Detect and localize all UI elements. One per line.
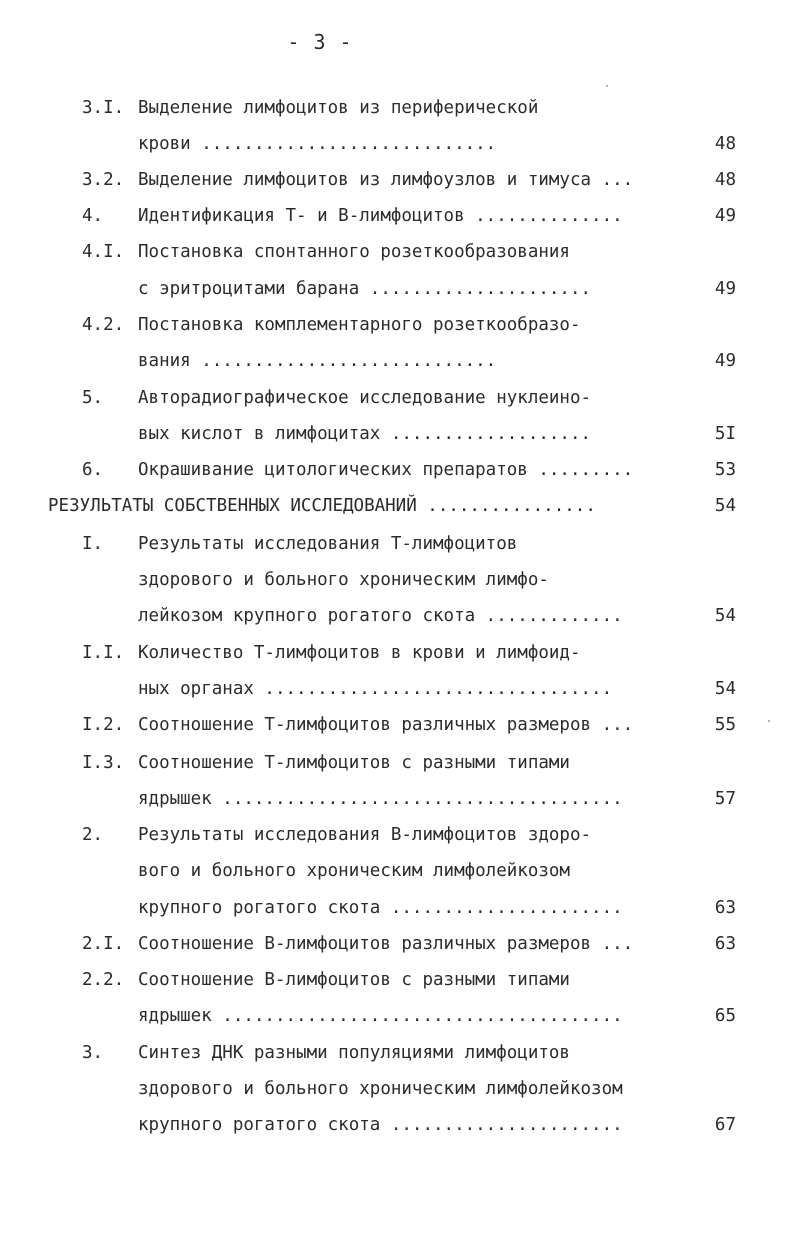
toc-entry-number: 6. bbox=[82, 460, 104, 480]
toc-entry-page: 55 bbox=[714, 715, 736, 735]
toc-entry-page: 53 bbox=[714, 460, 736, 480]
toc-entry-page: 54 bbox=[714, 606, 736, 626]
toc-entry-page: 48 bbox=[714, 170, 736, 190]
toc-entry-line bbox=[0, 383, 799, 413]
toc-entry-title: с эритроцитами барана ..................... bbox=[138, 279, 592, 299]
toc-entry-title: вания ............................ bbox=[138, 351, 497, 371]
toc-entry-number: 2.2. bbox=[82, 970, 125, 990]
toc-entry-title: Соотношение В-лимфоцитов с разными типами bbox=[138, 970, 570, 990]
toc-entry-title: Результаты исследования Т-лимфоцитов bbox=[138, 534, 518, 554]
toc-entry-title: ядрышек ...................................... bbox=[138, 789, 623, 809]
toc-entry-number: I.2. bbox=[82, 715, 125, 735]
toc-entry-title: Соотношение Т-лимфоцитов с разными типами bbox=[138, 753, 570, 773]
toc-entry-line bbox=[0, 601, 799, 631]
toc-entry-title: крупного рогатого скота ...................... bbox=[138, 1115, 623, 1135]
toc-entry-line bbox=[0, 820, 799, 850]
toc-entry-page: 67 bbox=[714, 1115, 736, 1135]
toc-entry-title: Постановка комплементарного розеткообразо- bbox=[138, 315, 581, 335]
toc-entry-title: Идентификация Т- и В-лимфоцитов .............. bbox=[138, 206, 623, 226]
toc-entry-line bbox=[0, 748, 799, 778]
toc-entry-number: 3. bbox=[82, 1043, 104, 1063]
toc-entry-page: 65 bbox=[714, 1006, 736, 1026]
toc-entry-line bbox=[0, 893, 799, 923]
toc-heading-title: РЕЗУЛЬТАТЫ СОБСТВЕННЫХ ИССЛЕДОВАНИЙ ................ bbox=[48, 496, 596, 516]
toc-entry-page: 48 bbox=[714, 134, 736, 154]
toc-entry-line bbox=[0, 529, 799, 559]
toc-entry-page: 49 bbox=[714, 279, 736, 299]
toc-entry-number: 3.2. bbox=[82, 170, 125, 190]
toc-entry-line bbox=[0, 1038, 799, 1068]
toc-section-heading bbox=[0, 491, 799, 521]
toc-entry-line bbox=[0, 638, 799, 668]
toc-entry-title: Соотношение Т-лимфоцитов различных размеров ... bbox=[138, 715, 634, 735]
toc-entry-title: крупного рогатого скота ...................... bbox=[138, 898, 623, 918]
page-number: - 3 - bbox=[287, 30, 353, 54]
toc-entry-title: Соотношение В-лимфоцитов различных размеров ... bbox=[138, 934, 634, 954]
toc-entry-title: Выделение лимфоцитов из периферической bbox=[138, 98, 539, 118]
toc-entry-page: 49 bbox=[714, 351, 736, 371]
toc-entry-line bbox=[0, 129, 799, 159]
toc-entry-title: Окрашивание цитологических препаратов ......... bbox=[138, 460, 634, 480]
toc-entry-number: 4.2. bbox=[82, 315, 125, 335]
toc-entry-line bbox=[0, 237, 799, 267]
toc-entry-number: 4.I. bbox=[82, 242, 125, 262]
toc-entry-line bbox=[0, 965, 799, 995]
toc-entry-page: 49 bbox=[714, 206, 736, 226]
toc-entry-line bbox=[0, 201, 799, 231]
toc-entry-number: I.3. bbox=[82, 753, 125, 773]
toc-entry-line bbox=[0, 93, 799, 123]
toc-entry-line bbox=[0, 674, 799, 704]
toc-entry-line bbox=[0, 1074, 799, 1104]
toc-entry-title: Синтез ДНК разными популяциями лимфоцитов bbox=[138, 1043, 570, 1063]
toc-entry-line bbox=[0, 565, 799, 595]
toc-entry-title: лейкозом крупного рогатого скота ............. bbox=[138, 606, 623, 626]
toc-entry-title: вого и больного хроническим лимфолейкозом bbox=[138, 861, 570, 881]
toc-entry-title: здорового и больного хроническим лимфо- bbox=[138, 570, 549, 590]
toc-entry-page: 5I bbox=[714, 424, 736, 444]
toc-entry-title: Авторадиографическое исследование нуклеино- bbox=[138, 388, 592, 408]
toc-entry-line bbox=[0, 929, 799, 959]
toc-entry-page: 54 bbox=[714, 496, 736, 516]
toc-entry-title: Результаты исследования В-лимфоцитов здоро- bbox=[138, 825, 592, 845]
toc-entry-line bbox=[0, 310, 799, 340]
toc-entry-line bbox=[0, 710, 799, 740]
toc-entry-number: I. bbox=[82, 534, 104, 554]
toc-entry-title: Количество Т-лимфоцитов в крови и лимфоид- bbox=[138, 643, 581, 663]
toc-entry-title: Постановка спонтанного розеткообразования bbox=[138, 242, 570, 262]
toc-entry-line bbox=[0, 419, 799, 449]
toc-entry-line bbox=[0, 1110, 799, 1140]
toc-entry-number: 4. bbox=[82, 206, 104, 226]
toc-entry-title: ных органах ................................. bbox=[138, 679, 613, 699]
toc-entry-line bbox=[0, 346, 799, 376]
toc-entry-number: 2.I. bbox=[82, 934, 125, 954]
scan-speck bbox=[768, 720, 770, 722]
toc-entry-number: 5. bbox=[82, 388, 104, 408]
toc-entry-line bbox=[0, 274, 799, 304]
toc-entry-page: 63 bbox=[714, 934, 736, 954]
toc-entry-title: вых кислот в лимфоцитах ................... bbox=[138, 424, 592, 444]
toc-entry-title: крови ............................ bbox=[138, 134, 497, 154]
scan-speck bbox=[606, 85, 608, 87]
toc-entry-page: 63 bbox=[714, 898, 736, 918]
toc-entry-line bbox=[0, 784, 799, 814]
toc-entry-number: 3.I. bbox=[82, 98, 125, 118]
toc-entry-number: I.I. bbox=[82, 643, 125, 663]
toc-entry-line bbox=[0, 856, 799, 886]
toc-entry-title: Выделение лимфоцитов из лимфоузлов и тимуса ... bbox=[138, 170, 634, 190]
toc-entry-number: 2. bbox=[82, 825, 104, 845]
toc-entry-page: 57 bbox=[714, 789, 736, 809]
toc-entry-page: 54 bbox=[714, 679, 736, 699]
toc-entry-line bbox=[0, 455, 799, 485]
toc-entry-line bbox=[0, 1001, 799, 1031]
toc-entry-line bbox=[0, 165, 799, 195]
toc-entry-title: ядрышек ...................................... bbox=[138, 1006, 623, 1026]
toc-entry-title: здорового и больного хроническим лимфолейкозом bbox=[138, 1079, 623, 1099]
